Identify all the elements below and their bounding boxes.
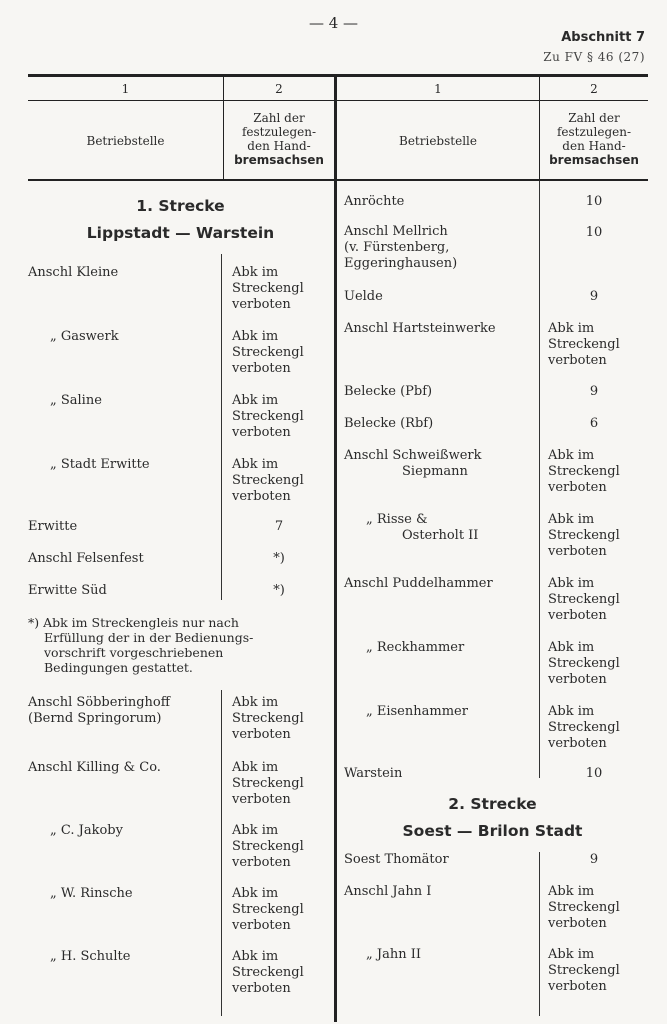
- value-line: Abk im: [548, 321, 595, 336]
- name-line: Anschl Mellrich: [344, 224, 448, 239]
- station-value: [548, 448, 620, 496]
- value-line: Streckengl: [232, 345, 304, 360]
- column-number: 1: [434, 82, 442, 96]
- value-line: Streckengl: [232, 839, 304, 854]
- name-line: Eggeringhausen): [344, 256, 458, 271]
- station-value: [232, 329, 304, 377]
- station-name: Warstein: [344, 766, 403, 781]
- name-line: Siepmann: [402, 464, 468, 479]
- value-line: verboten: [232, 727, 291, 742]
- station-name: „ Reckhammer: [366, 640, 465, 655]
- station-name: Anschl Puddelhammer: [344, 576, 493, 591]
- station-value: [548, 640, 620, 688]
- station-name: „ C. Jakoby: [50, 823, 123, 838]
- station-value: 7: [274, 519, 284, 534]
- station-name: „ H. Schulte: [50, 949, 131, 964]
- station-value: 10: [585, 766, 603, 781]
- value-line: Abk im: [232, 329, 279, 344]
- station-value: [232, 695, 304, 743]
- value-line: Abk im: [548, 640, 595, 655]
- column-header-handbremsachsen: [540, 111, 648, 167]
- right-value-divider: [539, 852, 540, 1016]
- footnote: [28, 615, 328, 675]
- value-line: verboten: [548, 480, 607, 495]
- value-line: verboten: [232, 425, 291, 440]
- station-value: [232, 949, 304, 997]
- station-name: Belecke (Rbf): [344, 416, 434, 431]
- station-value: 10: [585, 225, 603, 240]
- column-number: 1: [121, 82, 130, 96]
- station-name: [28, 695, 170, 727]
- value-line: Streckengl: [548, 656, 620, 671]
- header-rule: [28, 179, 648, 181]
- value-line: verboten: [232, 792, 291, 807]
- name-line: „ Risse &: [366, 512, 428, 527]
- value-line: Streckengl: [232, 281, 304, 296]
- section-route: Lippstadt — Warstein: [86, 224, 275, 242]
- station-value: 9: [589, 852, 599, 867]
- value-line: Streckengl: [548, 464, 620, 479]
- value-line: verboten: [232, 855, 291, 870]
- value-line: Streckengl: [548, 337, 620, 352]
- value-line: verboten: [232, 918, 291, 933]
- value-line: Abk im: [232, 457, 279, 472]
- left-value-divider: [221, 690, 222, 1016]
- station-name: Anschl Hartsteinwerke: [344, 321, 496, 336]
- value-line: verboten: [232, 981, 291, 996]
- value-line: Streckengl: [232, 409, 304, 424]
- value-line: Streckengl: [232, 902, 304, 917]
- station-value: *): [273, 583, 285, 598]
- station-value: [232, 393, 304, 441]
- station-name: „ Stadt Erwitte: [50, 457, 150, 472]
- station-value: [232, 265, 304, 313]
- station-value: [548, 512, 620, 560]
- header-line: bremsachsen: [234, 153, 324, 167]
- header-line: bremsachsen: [549, 153, 639, 167]
- value-line: Streckengl: [548, 900, 620, 915]
- value-line: Streckengl: [232, 473, 304, 488]
- value-line: Abk im: [232, 760, 279, 775]
- section-title: 2. Strecke: [448, 795, 537, 813]
- station-name: [344, 224, 457, 272]
- value-line: verboten: [548, 736, 607, 751]
- footnote-line: vorschrift vorgeschriebenen: [44, 645, 224, 660]
- colnum-rule: [28, 100, 648, 101]
- value-line: verboten: [232, 361, 291, 376]
- value-line: Streckengl: [548, 963, 620, 978]
- station-value: 9: [589, 289, 599, 304]
- value-line: verboten: [548, 353, 607, 368]
- footnote-line: Erfüllung der in der Bedienungs-: [44, 630, 254, 645]
- station-value: [232, 760, 304, 808]
- station-name: Soest Thomätor: [344, 852, 449, 867]
- station-value: 9: [589, 384, 599, 399]
- station-value: [232, 823, 304, 871]
- station-value: [232, 457, 304, 505]
- value-line: Streckengl: [232, 965, 304, 980]
- value-line: Abk im: [232, 265, 279, 280]
- value-line: verboten: [232, 297, 291, 312]
- station-name: Anschl Jahn I: [344, 884, 432, 899]
- section-title: 1. Strecke: [136, 197, 225, 215]
- value-line: Streckengl: [232, 776, 304, 791]
- station-name: Erwitte: [28, 519, 78, 534]
- station-name: [366, 512, 478, 544]
- value-line: Streckengl: [548, 592, 620, 607]
- station-value: *): [273, 551, 285, 566]
- station-name: „ Saline: [50, 393, 102, 408]
- header-line: festzulegen-: [556, 125, 632, 139]
- center-divider: [334, 74, 337, 1022]
- station-value: [548, 321, 620, 369]
- station-name: „ W. Rinsche: [50, 886, 133, 901]
- column-header-betriebstelle: Betriebstelle: [86, 134, 165, 148]
- header-line: festzulegen-: [241, 125, 317, 139]
- value-line: verboten: [548, 544, 607, 559]
- value-line: verboten: [548, 916, 607, 931]
- station-name: Uelde: [344, 289, 383, 304]
- right-value-divider: [539, 181, 540, 778]
- value-line: Streckengl: [232, 711, 304, 726]
- value-line: Abk im: [548, 884, 595, 899]
- value-line: verboten: [232, 489, 291, 504]
- column-header-betriebstelle: Betriebstelle: [399, 134, 477, 148]
- value-line: Abk im: [548, 512, 595, 527]
- value-line: Streckengl: [548, 528, 620, 543]
- value-line: Abk im: [548, 576, 595, 591]
- column-number: 2: [590, 82, 598, 96]
- value-line: Abk im: [548, 448, 595, 463]
- value-line: verboten: [548, 608, 607, 623]
- column-header-handbremsachsen: [224, 111, 334, 167]
- section-label: Abschnitt 7: [561, 30, 645, 45]
- footnote-line: *) Abk im Streckengleis nur nach: [28, 615, 239, 630]
- station-value: 10: [585, 194, 603, 209]
- section-route: Soest — Brilon Stadt: [402, 822, 583, 840]
- station-value: [548, 884, 620, 932]
- station-name: „ Jahn II: [366, 947, 421, 962]
- value-line: Abk im: [548, 947, 595, 962]
- header-line: Zahl der: [253, 111, 305, 125]
- station-value: [232, 886, 304, 934]
- left-value-divider: [221, 254, 222, 600]
- value-line: verboten: [548, 979, 607, 994]
- value-line: Abk im: [232, 695, 279, 710]
- header-line: den Hand-: [247, 139, 311, 153]
- regulation-reference: Zu FV § 46 (27): [543, 50, 645, 64]
- name-line: (Bernd Springorum): [28, 711, 162, 726]
- footnote-line: Bedingungen gestattet.: [44, 660, 193, 675]
- station-value: [548, 947, 620, 995]
- name-line: (v. Fürstenberg,: [344, 240, 450, 255]
- value-line: verboten: [548, 672, 607, 687]
- page-number: — 4 —: [308, 14, 359, 32]
- station-name: Belecke (Pbf): [344, 384, 433, 399]
- value-line: Streckengl: [548, 720, 620, 735]
- name-line: Osterholt II: [402, 528, 479, 543]
- station-value: [548, 576, 620, 624]
- value-line: Abk im: [548, 704, 595, 719]
- name-line: Anschl Schweißwerk: [344, 448, 482, 463]
- station-value: 6: [589, 416, 599, 431]
- station-name: Anschl Kleine: [28, 265, 119, 280]
- station-name: Anschl Felsenfest: [28, 551, 144, 566]
- name-line: Anschl Söbberinghoff: [28, 695, 170, 710]
- station-name: „ Gaswerk: [50, 329, 119, 344]
- station-name: [344, 448, 482, 480]
- header-line: den Hand-: [562, 139, 626, 153]
- station-name: Anröchte: [344, 194, 405, 209]
- station-name: Erwitte Süd: [28, 583, 107, 598]
- value-line: Abk im: [232, 393, 279, 408]
- value-line: Abk im: [232, 823, 279, 838]
- station-name: „ Eisenhammer: [366, 704, 468, 719]
- value-line: Abk im: [232, 886, 279, 901]
- value-line: Abk im: [232, 949, 279, 964]
- column-number: 2: [275, 82, 283, 96]
- station-name: Anschl Killing & Co.: [28, 760, 161, 775]
- station-value: [548, 704, 620, 752]
- top-rule: [28, 74, 648, 77]
- header-line: Zahl der: [568, 111, 620, 125]
